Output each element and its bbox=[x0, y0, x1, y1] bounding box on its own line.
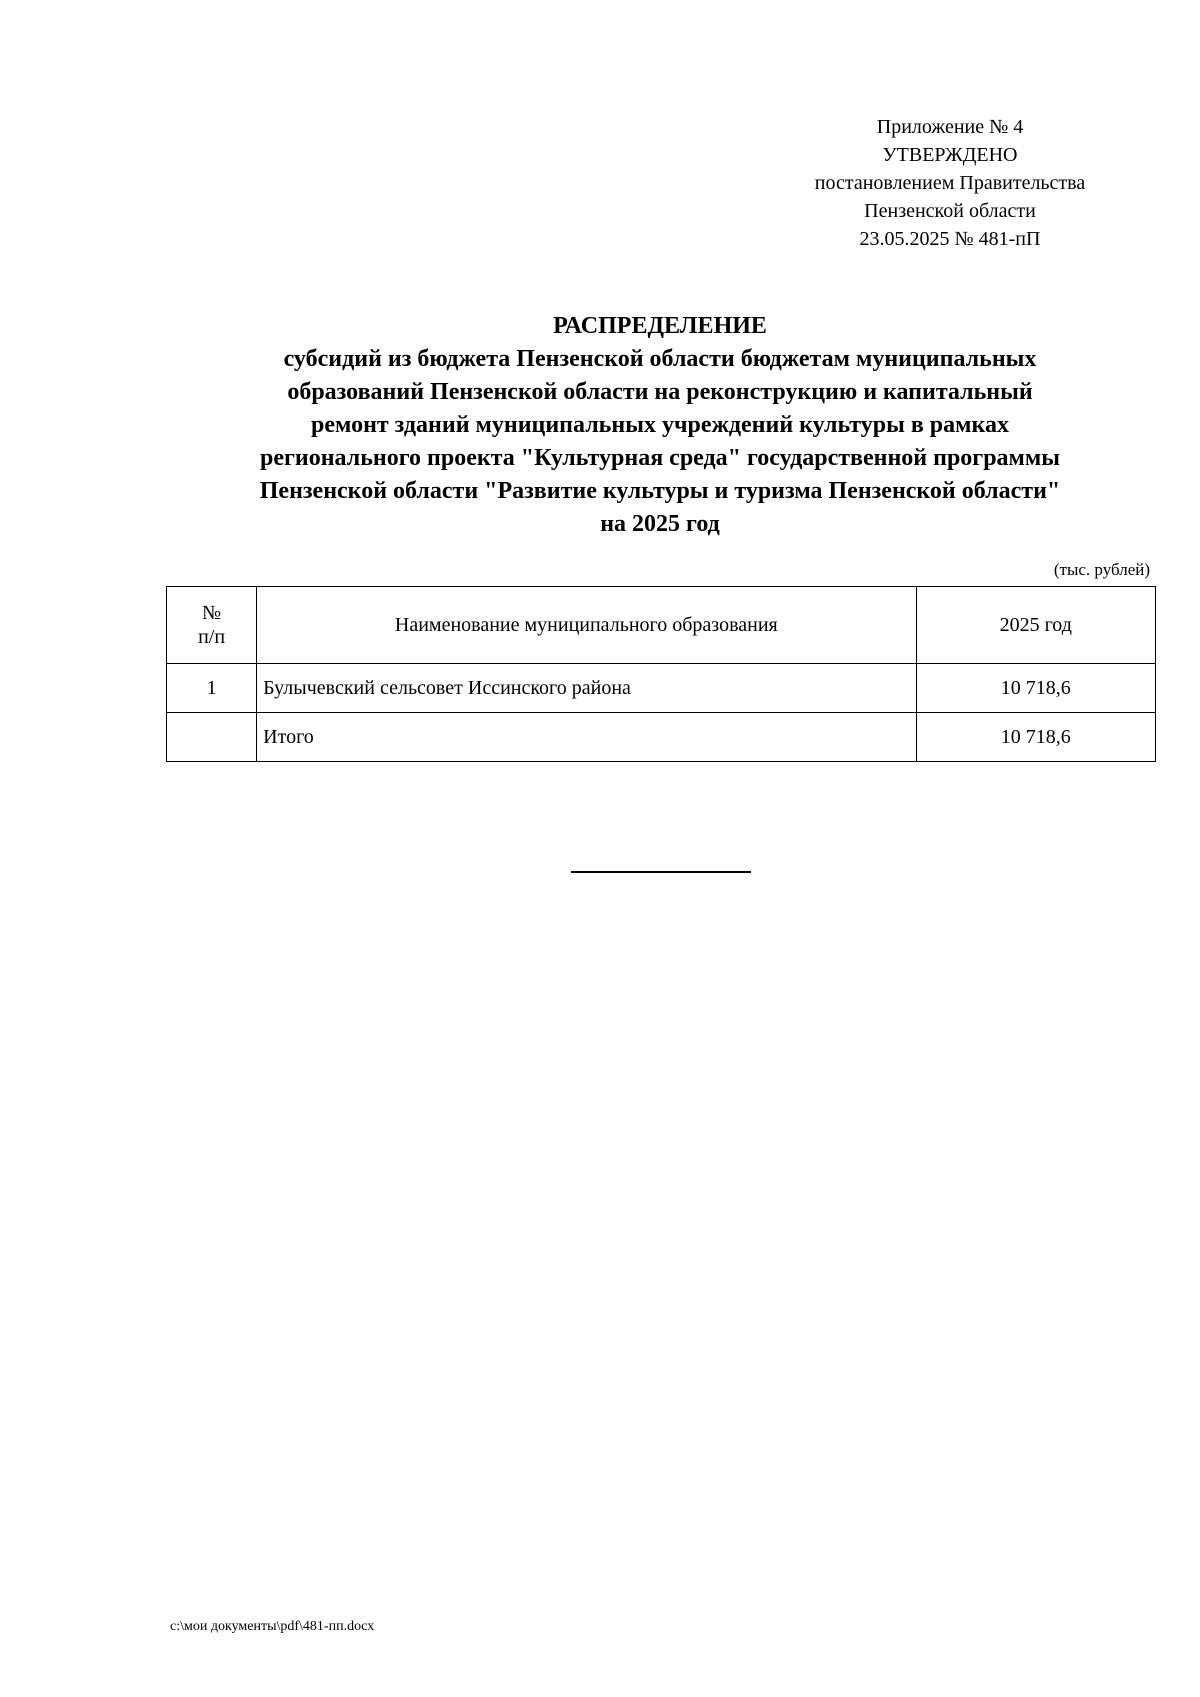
units-note: (тыс. рублей) bbox=[1053, 560, 1150, 579]
approval-date-number: 23.05.2025 № 481-пП bbox=[859, 228, 1041, 250]
file-path-footer: c:\мои документы\pdf\481-пп.docx bbox=[170, 1619, 375, 1634]
approval-authority: постановлением Правительства bbox=[814, 172, 1086, 194]
title-line: Пензенской области "Развитие культуры и туризма Пензенской области" bbox=[259, 478, 1061, 504]
title-line: на 2025 год bbox=[600, 511, 720, 537]
header-number-abbr: п/п bbox=[198, 626, 226, 648]
table-header-row bbox=[167, 587, 1156, 664]
title-line: образований Пензенской области на реконструкцию и капитальный bbox=[287, 379, 1033, 405]
title-line: субсидий из бюджета Пензенской области бюджетам муниципальных bbox=[283, 346, 1037, 372]
header-number-symbol: № bbox=[202, 602, 222, 624]
title-line: ремонт зданий муниципальных учреждений культуры в рамках bbox=[311, 412, 1009, 438]
header-number bbox=[167, 587, 257, 664]
approval-block bbox=[760, 113, 1140, 253]
distribution-table bbox=[166, 586, 1156, 762]
total-row bbox=[167, 713, 1156, 762]
document-title bbox=[150, 310, 1170, 541]
total-label: Итого bbox=[257, 713, 916, 762]
approval-region: Пензенской области bbox=[864, 200, 1036, 222]
row-value: 10 718,6 bbox=[916, 664, 1156, 713]
header-name: Наименование муниципального образования bbox=[257, 587, 916, 664]
table-row bbox=[167, 664, 1156, 713]
row-number: 1 bbox=[167, 664, 257, 713]
title-line: регионального проекта "Культурная среда" государственной программы bbox=[259, 445, 1060, 471]
total-value: 10 718,6 bbox=[916, 713, 1156, 762]
approved-label: УТВЕРЖДЕНО bbox=[882, 144, 1018, 166]
header-year: 2025 год bbox=[916, 587, 1156, 664]
total-number-empty bbox=[167, 713, 257, 762]
appendix-number: Приложение № 4 bbox=[876, 116, 1024, 138]
title-heading: РАСПРЕДЕЛЕНИЕ bbox=[553, 313, 767, 339]
end-separator-line bbox=[571, 871, 751, 873]
row-name: Булычевский сельсовет Иссинского района bbox=[257, 664, 916, 713]
